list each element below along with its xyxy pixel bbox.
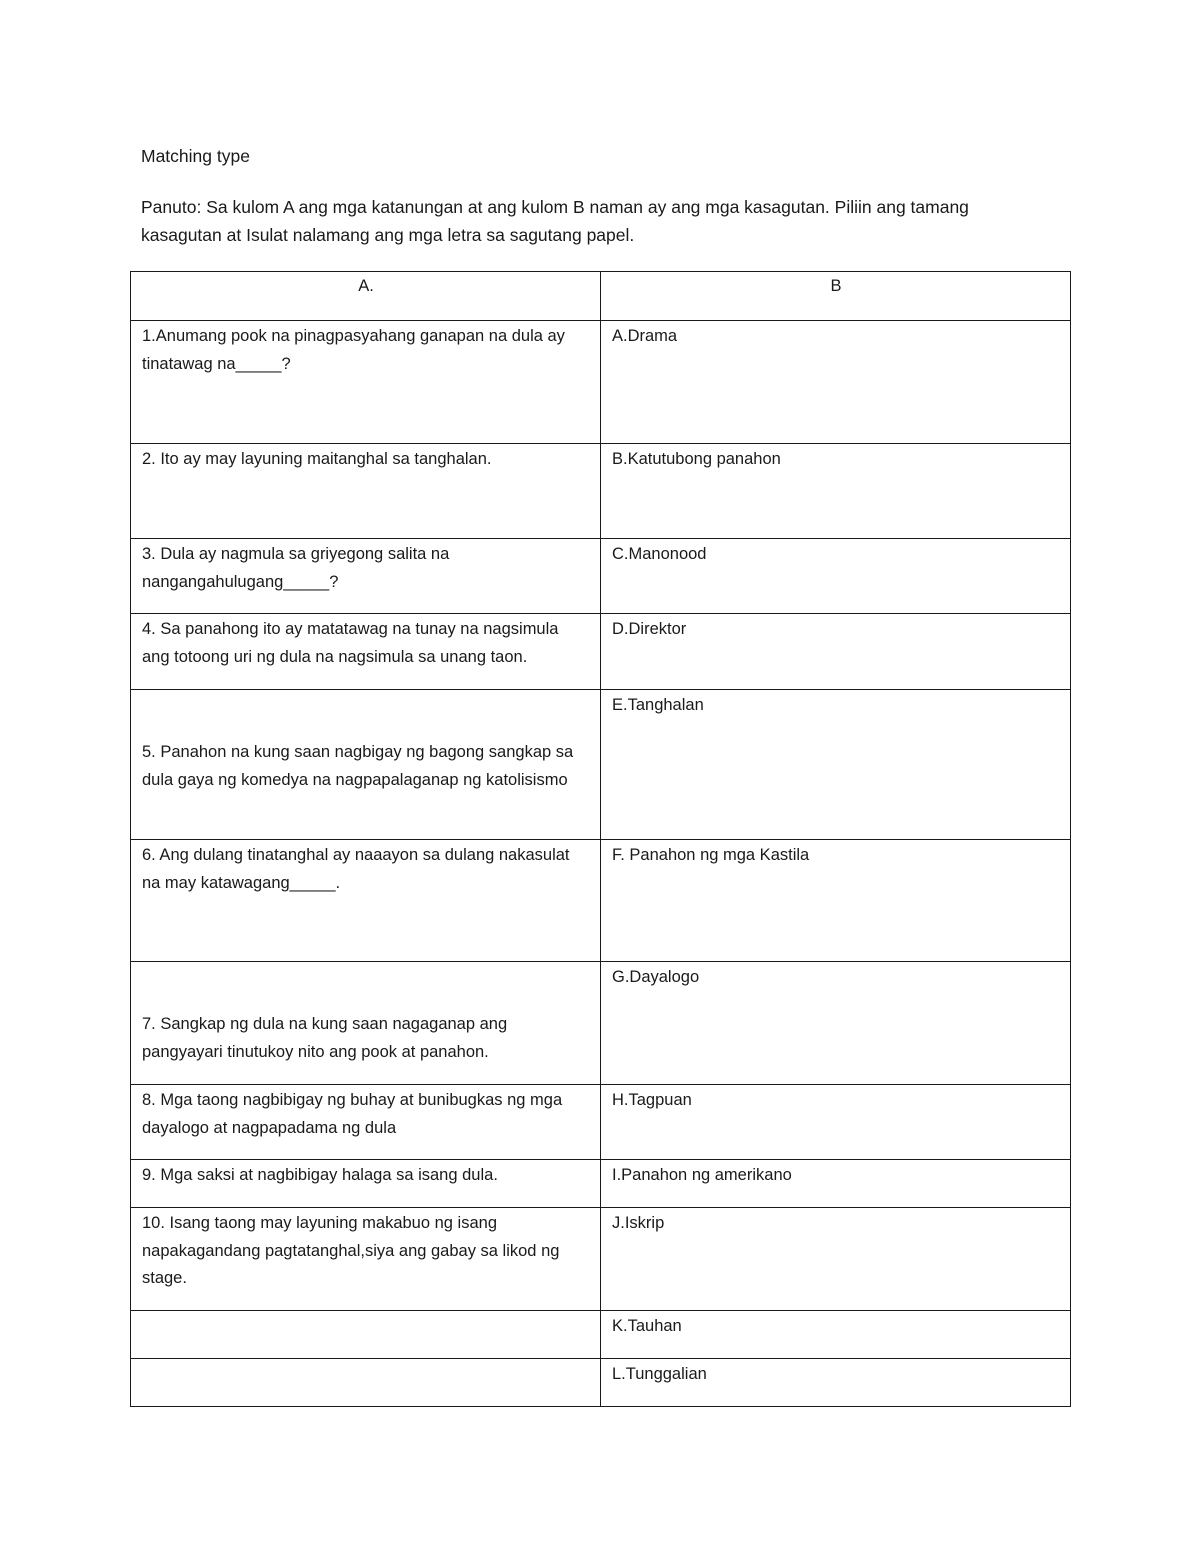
- table-row: [131, 614, 1071, 690]
- answer-cell: F. Panahon ng mga Kastila: [601, 840, 1071, 962]
- answer-cell: H.Tagpuan: [601, 1085, 1071, 1160]
- question-cell: [131, 962, 601, 1085]
- question-cell: 6. Ang dulang tinatanghal ay naaayon sa dulang nakasulat na may katawagang_____.: [131, 840, 601, 962]
- table-row: [131, 539, 1071, 614]
- answer-cell: E.Tanghalan: [601, 690, 1071, 840]
- question-cell: 9. Mga saksi at nagbibigay halaga sa isang dula.: [131, 1160, 601, 1208]
- table-header-row: [131, 272, 1071, 321]
- answer-cell: A.Drama: [601, 321, 1071, 444]
- question-text: 5. Panahon na kung saan nagbigay ng bagong sangkap sa dula gaya ng komedya na nagpapalaganap ng katolisismo: [142, 743, 574, 789]
- answer-cell: K.Tauhan: [601, 1311, 1071, 1359]
- question-cell: 2. Ito ay may layuning maitanghal sa tanghalan.: [131, 444, 601, 539]
- column-b-header: B: [601, 272, 1071, 321]
- answer-cell: C.Manonood: [601, 539, 1071, 614]
- table-row: [131, 1311, 1071, 1359]
- answer-cell: I.Panahon ng amerikano: [601, 1160, 1071, 1208]
- question-cell: 4. Sa panahong ito ay matatawag na tunay na nagsimula ang totoong uri ng dula na nagsimula sa unang taon.: [131, 614, 601, 690]
- question-cell: 8. Mga taong nagbibigay ng buhay at bunibugkas ng mga dayalogo at nagpapadama ng dula: [131, 1085, 601, 1160]
- table-row: [131, 1359, 1071, 1407]
- table-row: [131, 690, 1071, 840]
- question-cell: [131, 690, 601, 840]
- answer-cell: B.Katutubong panahon: [601, 444, 1071, 539]
- cell-spacer: [142, 692, 590, 739]
- question-cell: 10. Isang taong may layuning makabuo ng isang napakagandang pagtatanghal,siya ang gabay sa likod ng stage.: [131, 1208, 601, 1311]
- document-title: Matching type: [141, 146, 250, 166]
- instructions-text: Panuto: Sa kulom A ang mga katanungan at ang kulom B naman ay ang mga kasagutan. Piliin ang tamang kasagutan at Isulat nalamang ang mga letra sa sagutang papel.: [141, 197, 969, 245]
- cell-spacer: [142, 964, 590, 1011]
- table-row: [131, 444, 1071, 539]
- question-cell: [131, 1311, 601, 1359]
- table-row: [131, 840, 1071, 962]
- table-row: [131, 1208, 1071, 1311]
- answer-cell: L.Tunggalian: [601, 1359, 1071, 1407]
- answer-cell: D.Direktor: [601, 614, 1071, 690]
- matching-table: [130, 271, 1071, 1407]
- question-cell: 3. Dula ay nagmula sa griyegong salita na nangangahulugang_____?: [131, 539, 601, 614]
- table-row: [131, 1085, 1071, 1160]
- answer-cell: G.Dayalogo: [601, 962, 1071, 1085]
- table-row: [131, 1160, 1071, 1208]
- table-row: [131, 962, 1071, 1085]
- answer-cell: J.Iskrip: [601, 1208, 1071, 1311]
- question-text: 7. Sangkap ng dula na kung saan nagaganap ang pangyayari tinutukoy nito ang pook at panahon.: [142, 1015, 508, 1061]
- question-cell: 1.Anumang pook na pinagpasyahang ganapan na dula ay tinatawag na_____?: [131, 321, 601, 444]
- question-cell: [131, 1359, 601, 1407]
- column-a-header: A.: [131, 272, 601, 321]
- table-row: [131, 321, 1071, 444]
